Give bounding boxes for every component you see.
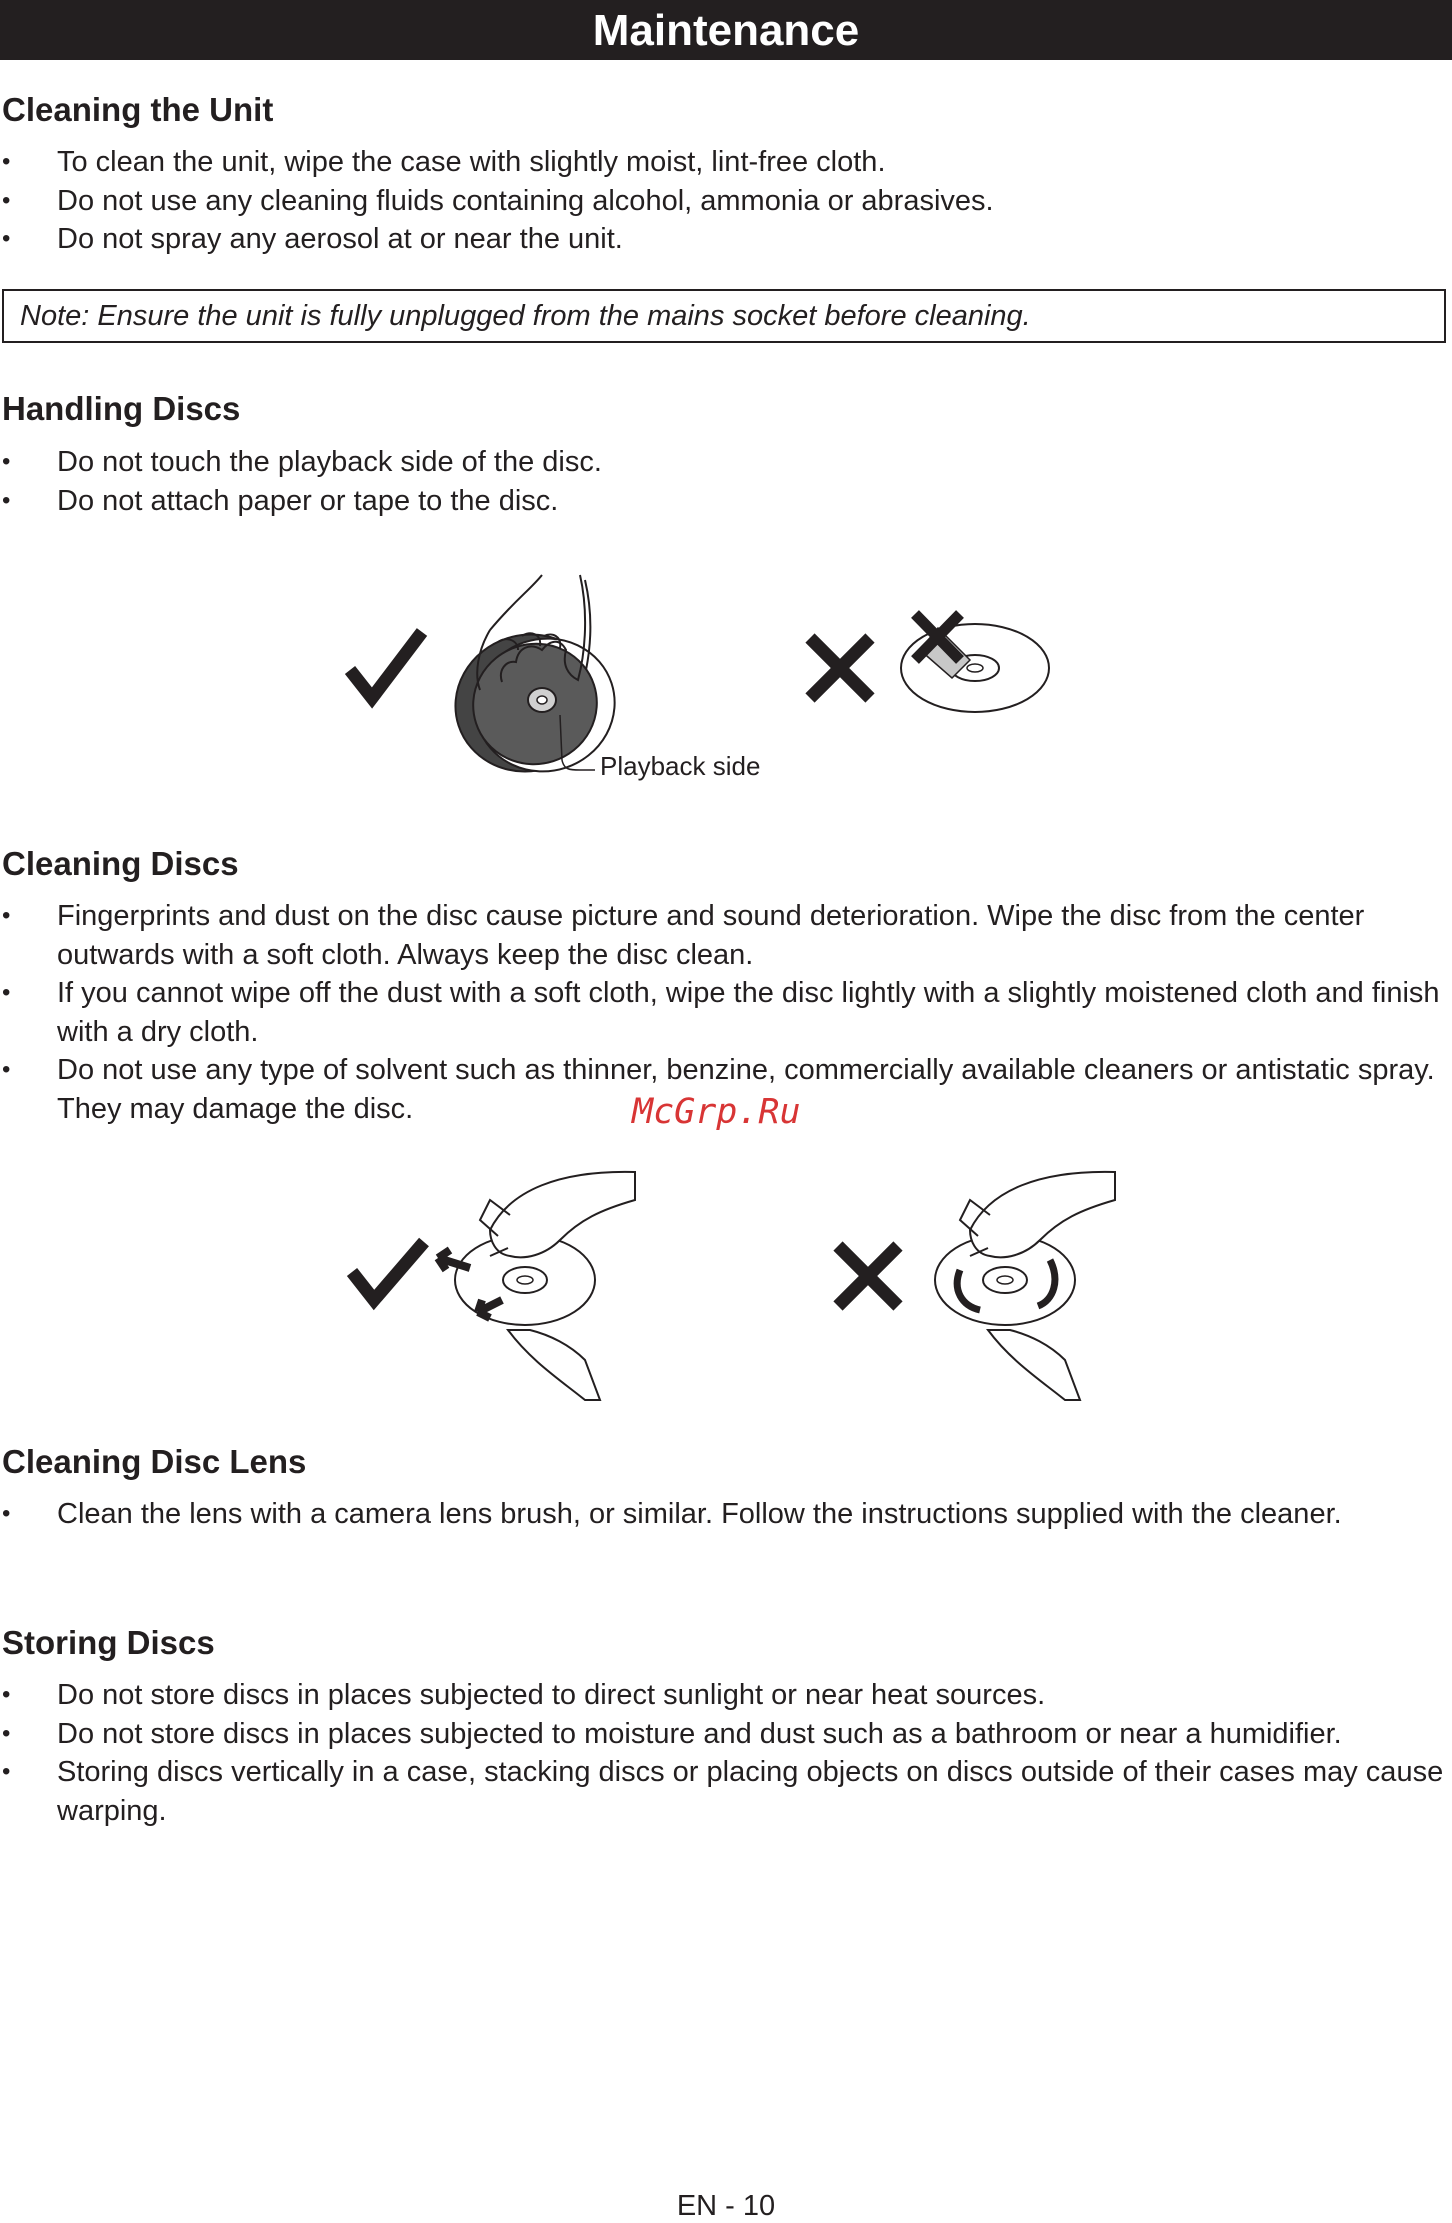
handling-discs-list [0,443,1445,520]
cleaning-note: Note: Ensure the unit is fully unplugged from the mains socket before cleaning. [2,289,1446,343]
list-item: • Do not store discs in places subjected to direct sunlight or near heat sources. [0,1676,1445,1715]
list-item: • Fingerprints and dust on the disc cause picture and sound deterioration. Wipe the disc from the center outwards with a soft cloth. Always keep the disc clean. [0,897,1445,974]
page-title: Maintenance [0,0,1452,60]
cleaning-unit-list [0,143,1445,259]
list-item: • Do not spray any aerosol at or near the unit. [0,220,1445,259]
section-title-handling-discs: Handling Discs [2,390,241,427]
list-item: • Do not attach paper or tape to the disc. [0,482,1445,521]
check-icon [352,1242,424,1300]
storing-discs-list [0,1676,1445,1830]
list-item: • Do not use any cleaning fluids containing alcohol, ammonia or abrasives. [0,182,1445,221]
cleaning-discs-figure [330,1160,1130,1410]
list-item: • Do not touch the playback side of the disc. [0,443,1445,482]
circular-wipe-illustration [935,1172,1115,1400]
list-item: • To clean the unit, wipe the case with slightly moist, lint-free cloth. [0,143,1445,182]
section-title-cleaning-discs: Cleaning Discs [2,845,239,882]
section-title-cleaning-unit: Cleaning the Unit [2,91,274,128]
cross-icon [838,1246,898,1306]
page-number: EN - 10 [676,2190,776,2222]
check-icon [350,632,422,698]
radial-wipe-illustration [438,1172,635,1400]
cross-icon [810,638,870,698]
list-item: • Clean the lens with a camera lens brush, or similar. Follow the instructions supplied with the cleaner. [0,1495,1445,1534]
playback-side-label: Playback side [600,751,761,781]
list-item: • If you cannot wipe off the dust with a soft cloth, wipe the disc lightly with a slightly moistened cloth and finish with a dry cloth. [0,974,1445,1051]
section-title-storing-discs: Storing Discs [2,1624,215,1661]
section-title-cleaning-lens: Cleaning Disc Lens [2,1443,307,1480]
cleaning-lens-list [0,1495,1445,1534]
watermark: McGrp.Ru [632,1092,801,1132]
list-item: • Do not store discs in places subjected to moisture and dust such as a bathroom or near a humidifier. [0,1715,1445,1754]
taped-disc-illustration [901,614,1049,712]
list-item: • Do not use any type of solvent such as thinner, benzine, commercially available cleaners or antistatic spray. They may damage the disc. [0,1051,1445,1128]
list-item: • Storing discs vertically in a case, stacking discs or placing objects on discs outside of their cases may cause warping. [0,1753,1445,1830]
